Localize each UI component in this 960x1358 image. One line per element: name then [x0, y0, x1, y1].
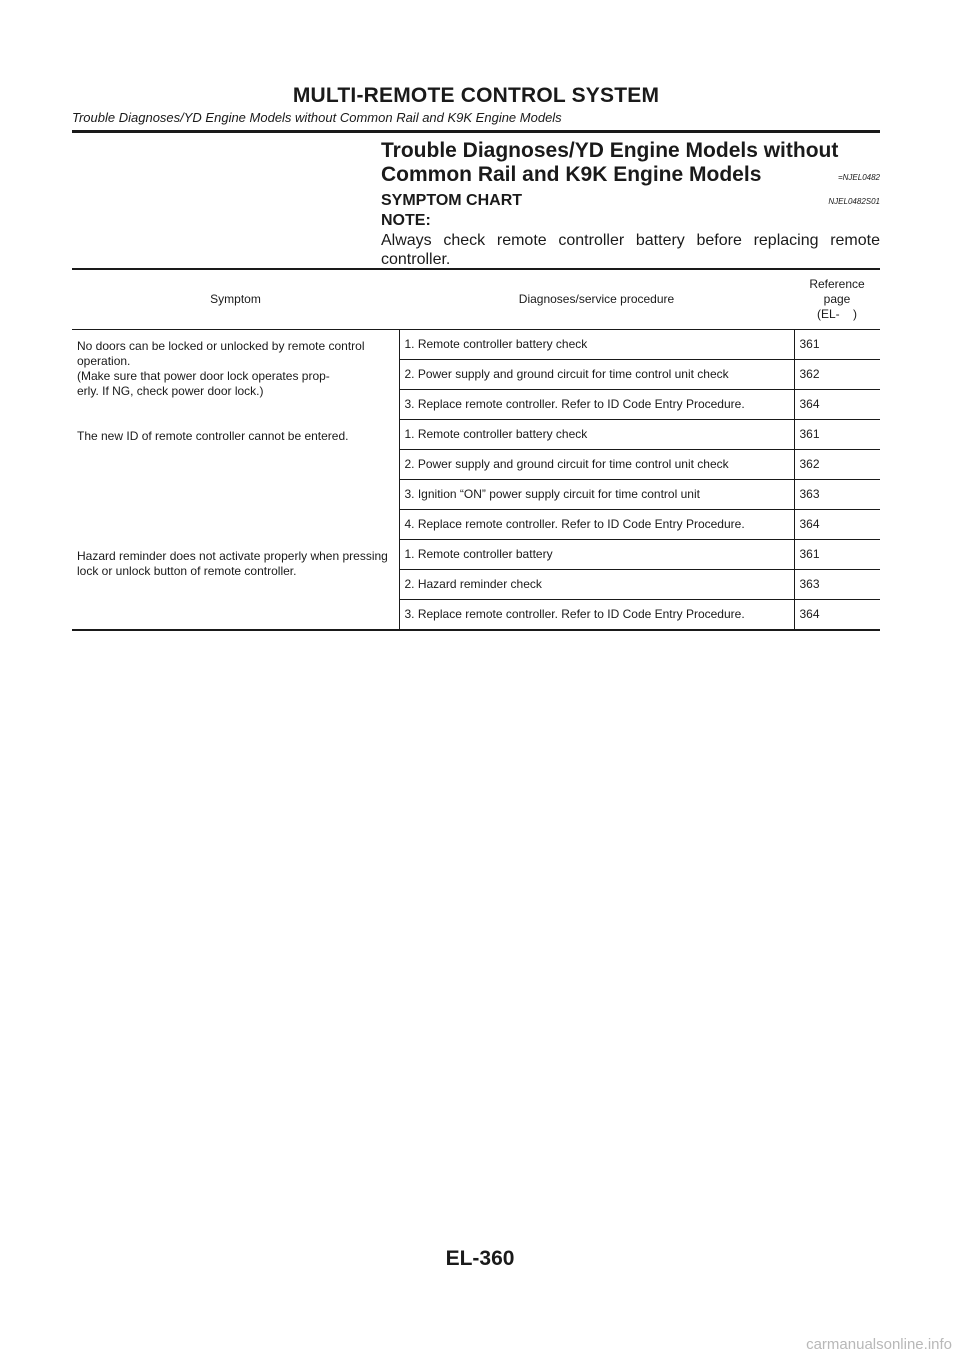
procedure-cell: 1. Remote controller battery [399, 540, 794, 570]
subhead-code-tag: NJEL0482S01 [828, 197, 880, 206]
procedure-cell: 2. Power supply and ground circuit for time control unit check [399, 450, 794, 480]
procedure-cell: 3. Ignition “ON” power supply circuit for time control unit [399, 480, 794, 510]
section-title-line1: Trouble Diagnoses/YD Engine Models without [381, 139, 839, 162]
header-reference-line1: Reference [809, 277, 865, 291]
reference-cell: 362 [794, 450, 880, 480]
symptom-chart-table [72, 268, 880, 631]
procedure-cell: 1. Remote controller battery check [399, 420, 794, 450]
procedure-cell: 1. Remote controller battery check [399, 330, 794, 360]
section-title-row [381, 163, 880, 187]
symptom-cell: The new ID of remote controller cannot be entered. [72, 420, 399, 540]
header-divider [72, 130, 880, 133]
reference-cell: 361 [794, 540, 880, 570]
reference-cell: 364 [799, 607, 820, 621]
section-title-line2: Common Rail and K9K Engine Models [381, 163, 762, 186]
page-number: EL-360 [445, 1247, 515, 1270]
reference-cell: 363 [794, 570, 880, 600]
page-header [72, 84, 880, 126]
symptom-cell: No doors can be locked or unlocked by remote control operation. (Make sure that power door lock operates prop- erly. If NG, check power door lock.) [72, 330, 399, 420]
reference-cell: 361 [794, 420, 880, 450]
table-row [72, 420, 880, 450]
table-row [72, 540, 880, 570]
note-text: Always check remote controller battery before replacing remote controller. [381, 232, 880, 268]
table-header-row [72, 269, 880, 330]
symptom-table-wrapper [72, 268, 880, 631]
watermark: carmanualsonline.info [806, 1336, 952, 1353]
symptom-cell: Hazard reminder does not activate properly when pressing lock or unlock button of remote controller. [72, 540, 399, 631]
note-label: NOTE: [381, 212, 431, 229]
procedure-cell: 4. Replace remote controller. Refer to ID Code Entry Procedure. [399, 510, 794, 540]
procedure-cell: 2. Power supply and ground circuit for time control unit check [399, 360, 794, 390]
header-reference [794, 269, 880, 330]
reference-cell: 364 [794, 510, 880, 540]
reference-cell: 364 [794, 390, 880, 420]
reference-cell: 363 [794, 480, 880, 510]
reference-cell: 361 [794, 330, 880, 360]
header-title: MULTI-REMOTE CONTROL SYSTEM [292, 84, 660, 107]
procedure-cell: 3. Replace remote controller. Refer to ID Code Entry Procedure. [399, 390, 794, 420]
section-block [381, 139, 880, 269]
header-reference-line3: (EL- ) [816, 307, 857, 321]
procedure-cell: 2. Hazard reminder check [399, 570, 794, 600]
reference-cell: 362 [794, 360, 880, 390]
symptom-chart-heading: SYMPTOM CHART [381, 192, 523, 209]
subhead-row [381, 191, 880, 211]
header-reference-line2: page [823, 292, 851, 306]
procedure-cell: 3. Replace remote controller. Refer to ID Code Entry Procedure. [399, 600, 794, 631]
table-row [72, 330, 880, 360]
header-procedure: Diagnoses/service procedure [518, 292, 675, 306]
section-code-tag: =NJEL0482 [837, 173, 880, 182]
header-subtitle: Trouble Diagnoses/YD Engine Models without Common Rail and K9K Engine Models [72, 110, 562, 125]
header-symptom: Symptom [210, 292, 261, 306]
